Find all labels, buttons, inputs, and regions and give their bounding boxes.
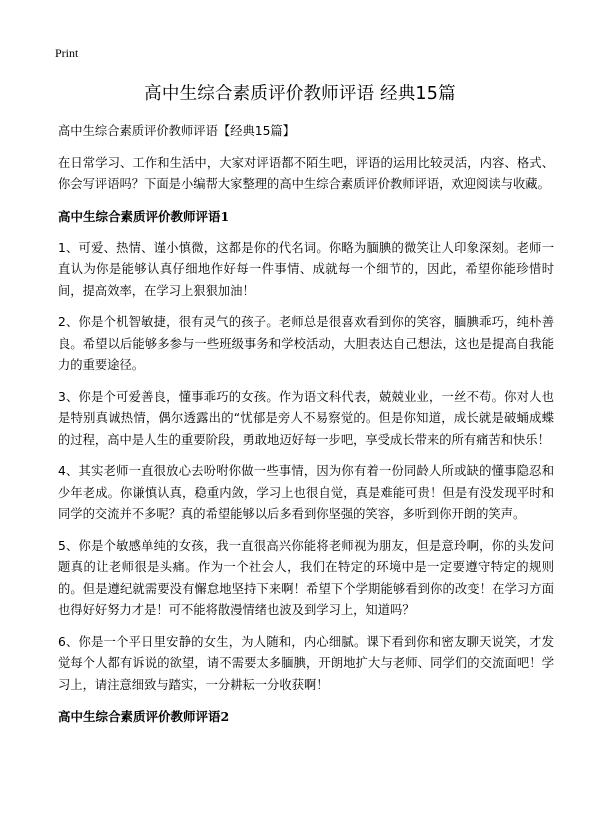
- comment-paragraph-2: 2、你是个机智敏捷，很有灵气的孩子。老师总是很喜欢看到你的笑容，腼腆乖巧，纯朴善良。希望以后能够多参与一些班级事务和学校活动，大胆表达自己想法，这也是提高自我能力的重要途径。: [58, 315, 554, 372]
- print-link[interactable]: Print: [55, 46, 79, 60]
- intro-paragraph: 在日常学习、工作和生活中，大家对评语都不陌生吧，评语的运用比较灵活，内容、格式、你会写评语吗？下面是小编帮大家整理的高中生综合素质评价教师评语，欢迎阅读与收藏。: [58, 155, 554, 191]
- comment-paragraph-4: 4、其实老师一直很放心去吩咐你做一些事情，因为你有着一份同龄人所或缺的懂事隐忍和少年老成。你谦慎认真，稳重内敛，学习上也很自觉，真是难能可贵！但是有没发现平时和同学的交流并不多呢？真的希望能够以后多看到你坚强的笑容，多听到你开朗的笑声。: [58, 464, 554, 521]
- section-heading-1: 高中生综合素质评价教师评语1: [58, 208, 230, 224]
- comment-paragraph-3: 3、你是个可爱善良，懂事乖巧的女孩。作为语文科代表，兢兢业业，一丝不苟。你对人也是特别真诚热情，偶尔透露出的“忧郁是旁人不易察觉的。但是你知道，成长就是破蛹成蝶的过程，高中是人生的重要阶段，勇敢地迈好每一步吧，享受成长带来的所有痛苦和快乐！: [58, 389, 554, 447]
- section-heading-2: 高中生综合素质评价教师评语2: [58, 709, 230, 724]
- article-subtitle: 高中生综合素质评价教师评语【经典15篇】: [58, 124, 295, 138]
- article-body: [58, 121, 554, 738]
- comment-paragraph-1: 1、可爱、热情、谨小慎微，这都是你的代名词。你略为腼腆的微笑让人印象深刻。老师一直认为你是能够认真仔细地作好每一件事情、成就每一个细节的，因此，希望你能珍惜时间，提高效率，在学习上狠狠加油！: [58, 240, 554, 298]
- page-title: 高中生综合素质评价教师评语 经典15篇: [144, 84, 456, 104]
- comment-paragraph-5: 5、你是个敏感单纯的女孩，我一直很高兴你能将老师视为朋友，但是意玲啊，你的头发问题真的让老师很是头痛。作为一个社会人，我们在特定的环境中是一定要遵守特定的规则的。但是遵纪就需要没有懈怠地坚持下来啊！希望下个学期能够看到你的改变！在学习方面也得好好努力才是！可不能将散漫情绪也波及到学习上，知道吗？: [58, 538, 554, 617]
- comment-paragraph-6: 6、你是一个平日里安静的女生，为人随和，内心细腻。课下看到你和密友聊天说笑，才发觉每个人都有诉说的欲望，请不需要太多腼腆，开朗地扩大与老师、同学们的交流面吧！学习上，请注意细致与踏实，一分耕耘一分收获啊！: [58, 634, 554, 692]
